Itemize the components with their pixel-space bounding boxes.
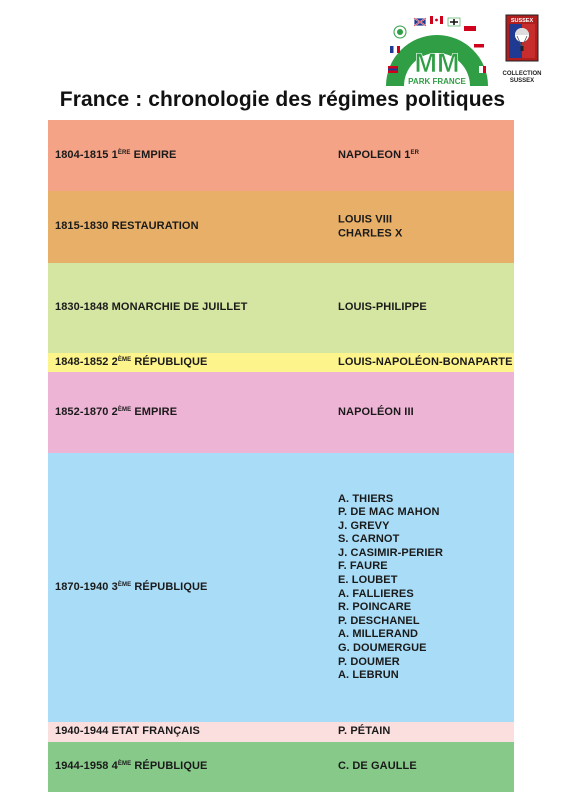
page-title: France : chronologie des régimes politiques [59, 88, 506, 111]
period-cell: 1870-1940 3ÈME RÉPUBLIQUE [55, 580, 208, 593]
sussex-collection-logo [500, 14, 544, 86]
ruler-cell: P. PÉTAIN [338, 725, 391, 738]
regimes-table [48, 120, 514, 792]
period-cell: 1804-1815 1ÈRE EMPIRE [55, 148, 177, 161]
table-row [48, 722, 514, 742]
sussex-badge-icon [500, 14, 544, 64]
ruler-cell: C. DE GAULLE [338, 760, 417, 773]
table-row [48, 120, 514, 191]
table-row [48, 372, 514, 453]
ruler-cell: A. THIERS P. DE MAC MAHON J. GREVY S. CARNOT J. CASIMIR-PERIER F. FAURE E. LOUBET A. FALLIERES R. POINCARE P. DESCHANEL A. MILLERAND G. DOUMERGUE P. DOUMER A. LEBRUN [338, 492, 443, 682]
period-cell: 1830-1848 MONARCHIE DE JUILLET [55, 301, 248, 314]
collection-label: COLLECTION SUSSEX [502, 71, 542, 84]
period-cell: 1944-1958 4ÈME RÉPUBLIQUE [55, 760, 208, 773]
ruler-cell: LOUIS-NAPOLÉON-BONAPARTE [338, 355, 513, 368]
svg-text:PARK FRANCE: PARK FRANCE [408, 77, 466, 86]
table-row [48, 353, 514, 372]
table-row [48, 191, 514, 263]
period-cell: 1940-1944 ETAT FRANÇAIS [55, 725, 200, 738]
table-row [48, 263, 514, 353]
table-row [48, 453, 514, 722]
period-cell: 1848-1852 2ÈME RÉPUBLIQUE [55, 355, 208, 368]
ruler-cell: NAPOLEON 1ER [338, 148, 420, 161]
table-row [48, 742, 514, 792]
mm-park-france-logo [378, 8, 496, 88]
ruler-cell: LOUIS-PHILIPPE [338, 301, 427, 314]
ruler-cell: NAPOLÉON III [338, 405, 414, 418]
ruler-cell: LOUIS VIII CHARLES X [338, 213, 403, 239]
svg-text:MM: MM [414, 48, 460, 78]
period-cell: 1852-1870 2ÈME EMPIRE [55, 405, 178, 418]
period-cell: 1815-1830 RESTAURATION [55, 220, 199, 233]
svg-text:SUSSEX: SUSSEX [510, 18, 534, 24]
